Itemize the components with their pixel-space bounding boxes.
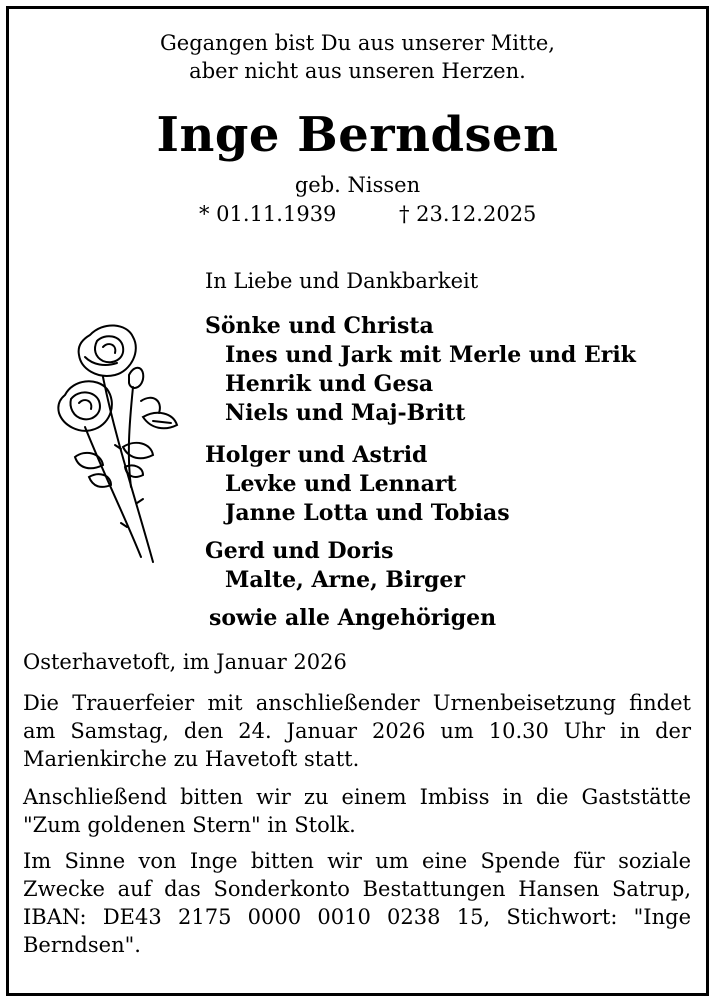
- quote-line-2: aber nicht aus unseren Herzen.: [189, 59, 526, 83]
- birth-date: * 01.11.1939: [199, 202, 337, 226]
- place-date: Osterhavetoft, im Januar 2026: [23, 650, 347, 674]
- closing-line: sowie alle Angehörigen: [209, 605, 497, 631]
- deceased-name: Inge Berndsen: [156, 107, 559, 163]
- family-member: Ines und Jark mit Merle und Erik: [225, 342, 636, 368]
- memorial-quote: [9, 29, 706, 85]
- thanks-line: In Liebe und Dankbarkeit: [205, 269, 479, 293]
- family-head: Sönke und Christa: [205, 313, 434, 339]
- donation-paragraph: Im Sinne von Inge bitten wir um eine Spende für soziale Zwecke auf das Sonderkonto Bestattungen Hansen Satrup, IBAN: DE43 2175 0000 0010 0238 15, Stichwort: "Inge Berndsen".: [23, 849, 691, 957]
- rose-icon: [45, 317, 185, 567]
- family-member: Levke und Lennart: [225, 471, 457, 497]
- death-date: † 23.12.2025: [399, 202, 537, 226]
- maiden-name: geb. Nissen: [294, 173, 421, 197]
- family-member: Niels und Maj-Britt: [225, 400, 466, 426]
- family-member: Janne Lotta und Tobias: [225, 500, 510, 526]
- ceremony-paragraph: Die Trauerfeier mit anschließender Urnenbeisetzung findet am Samstag, den 24. Januar 2026 um 10.30 Uhr in der Marienkirche zu Havetoft statt.: [23, 691, 691, 771]
- family-head: Holger und Astrid: [205, 442, 428, 468]
- quote-line-1: Gegangen bist Du aus unserer Mitte,: [160, 31, 555, 55]
- obituary-notice: [6, 6, 709, 996]
- family-head: Gerd und Doris: [205, 538, 394, 564]
- family-member: Malte, Arne, Birger: [225, 567, 465, 593]
- family-member: Henrik und Gesa: [225, 371, 434, 397]
- reception-paragraph: Anschließend bitten wir zu einem Imbiss in die Gaststätte "Zum goldenen Stern" in Stolk.: [23, 785, 691, 837]
